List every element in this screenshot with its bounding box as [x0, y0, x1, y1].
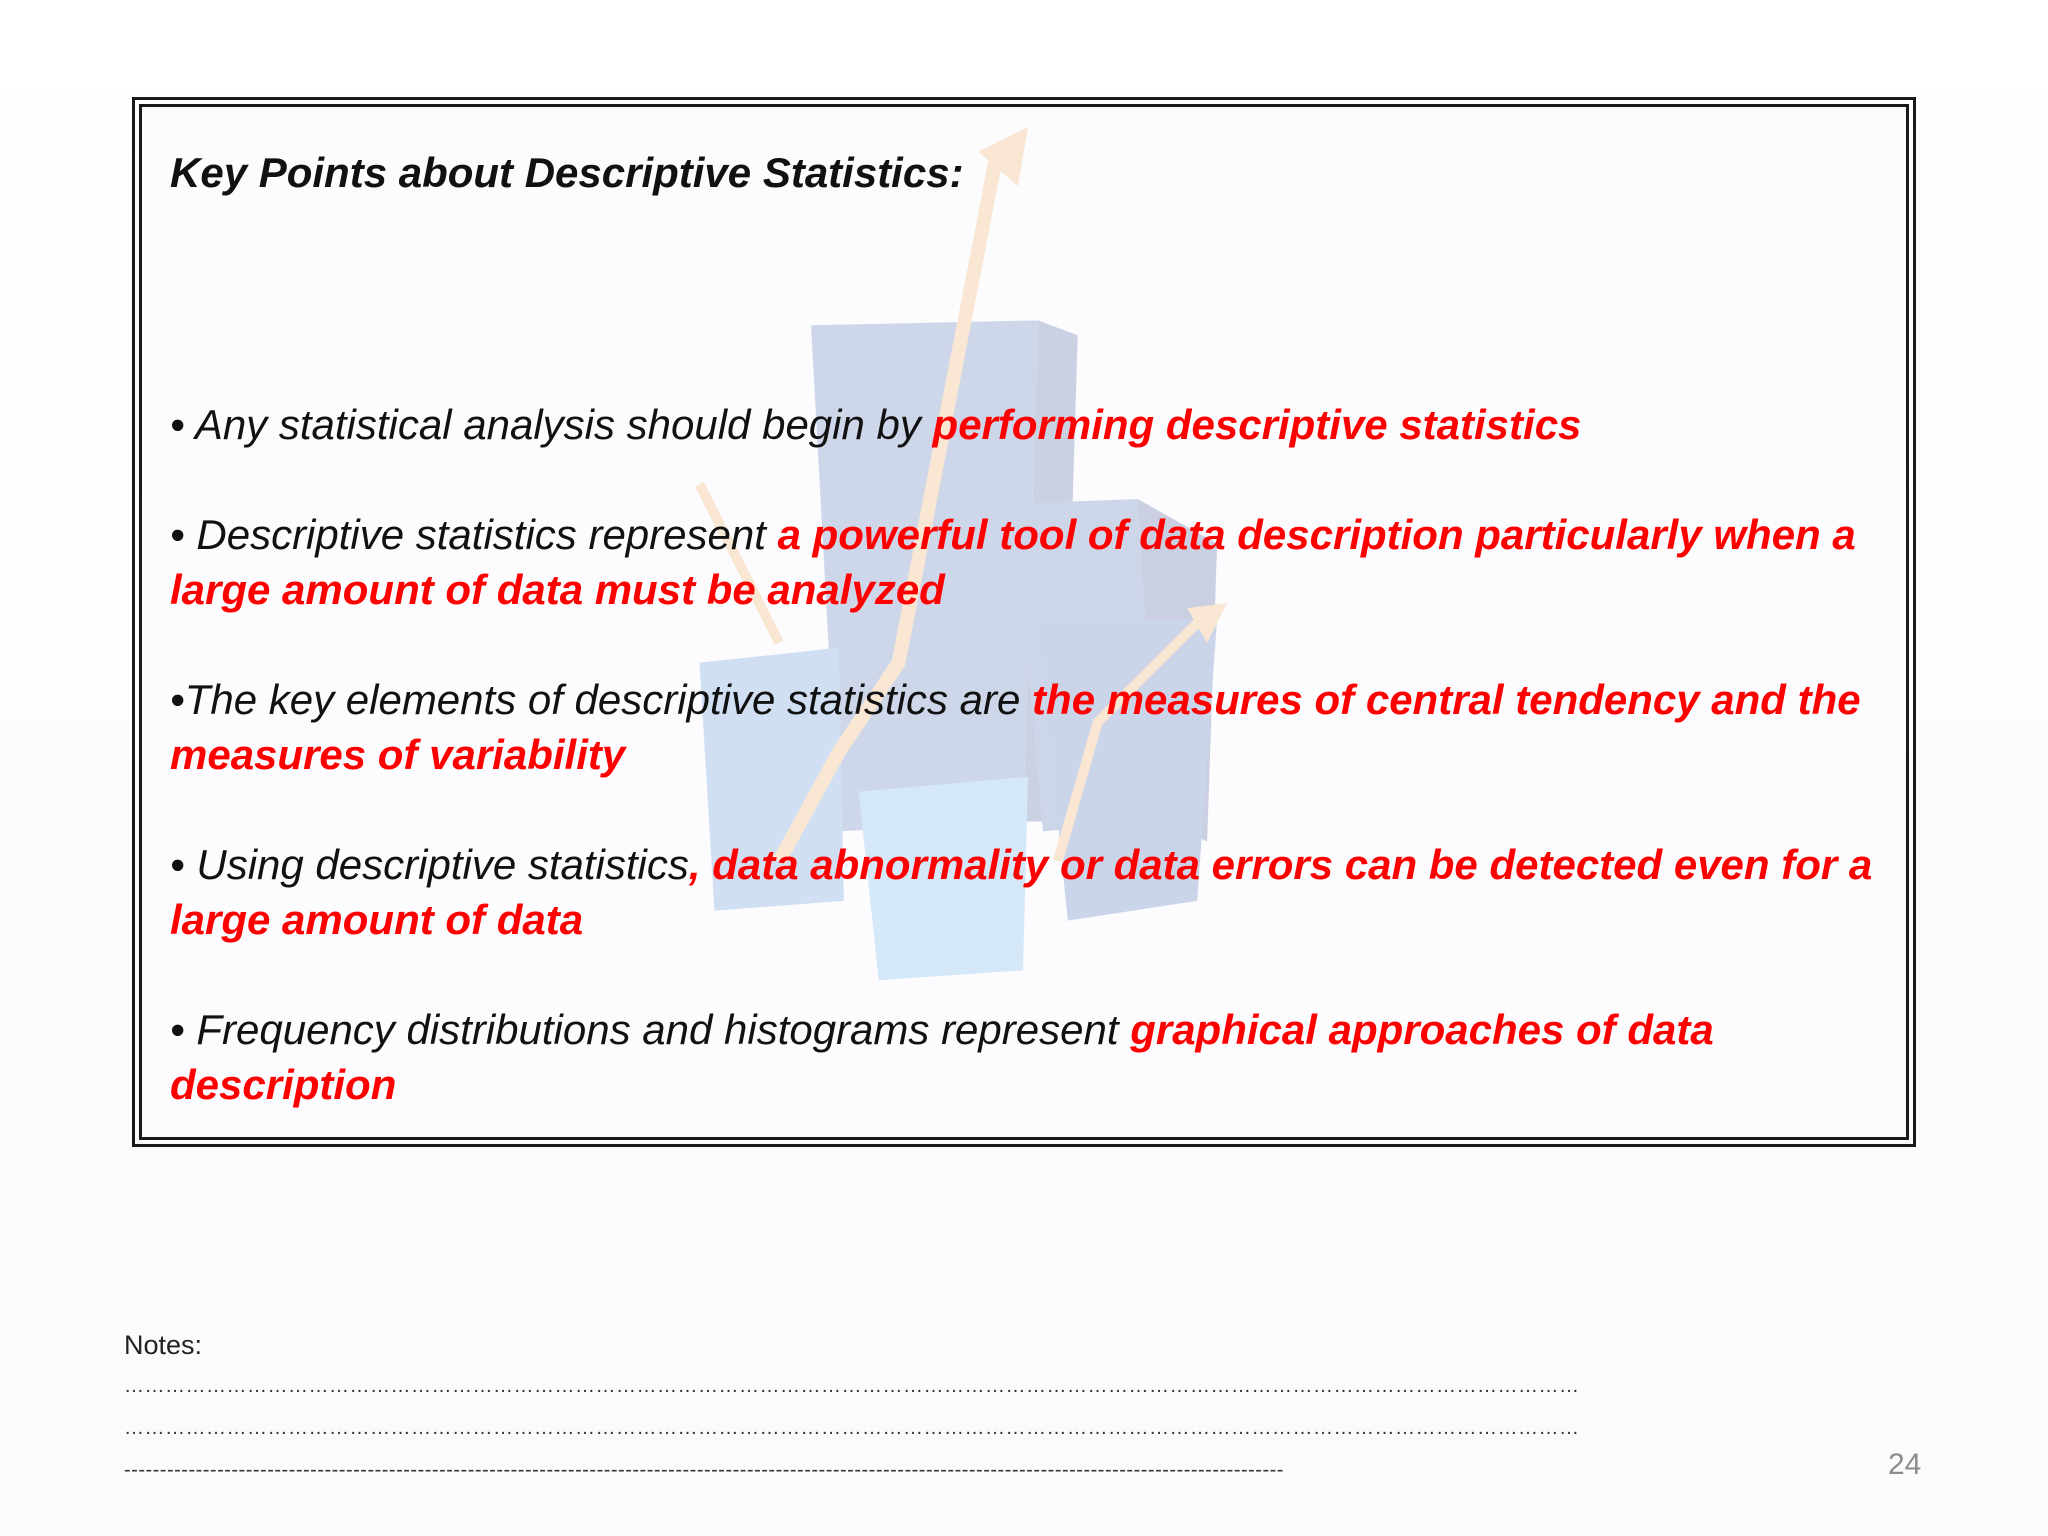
bullet-list [170, 397, 1890, 1140]
notes-line: …………………………………………………………………………………………………………………………………………………………………………………………… [124, 1375, 1580, 1397]
bullet-text: •The key elements of descriptive statistics are [170, 676, 1033, 723]
bullet-highlight: the measures of central tendency and the measures of variability [170, 676, 1861, 778]
bullet-text: • Any statistical analysis should begin by [170, 401, 933, 448]
bullet-highlight: performing descriptive statistics [932, 401, 1582, 448]
bullet-item [170, 1002, 1890, 1112]
notes-section [124, 1325, 1824, 1491]
page-number: 24 [1888, 1448, 1922, 1481]
bullet-text: • Frequency distributions and histograms represent [170, 1006, 1131, 1053]
bullet-item [170, 507, 1890, 617]
key-points-frame [132, 97, 1916, 1147]
bullet-item [170, 672, 1890, 782]
slide-title: Key Points about Descriptive Statistics: [170, 149, 964, 196]
bullet-highlight: a powerful tool of data description particularly when a large amount of data must be analyzed [170, 511, 1856, 613]
notes-label: Notes: [124, 1330, 203, 1360]
bullet-text: • Descriptive statistics represent [170, 511, 778, 558]
bullet-item [170, 837, 1890, 947]
key-points-frame-inner [139, 104, 1909, 1140]
notes-line: ------------------------------------------------------------------------------------------------------------------------------------------------------------------ [124, 1459, 1284, 1481]
bullet-item [170, 397, 1890, 452]
bullet-highlight: , data abnormality or data errors can be detected even for a large amount of data [170, 841, 1873, 943]
bullet-text: • Using descriptive statistics [170, 841, 689, 888]
bullet-highlight: graphical approaches of data description [170, 1006, 1714, 1108]
notes-line: …………………………………………………………………………………………………………………………………………………………………………………………… [124, 1417, 1580, 1439]
